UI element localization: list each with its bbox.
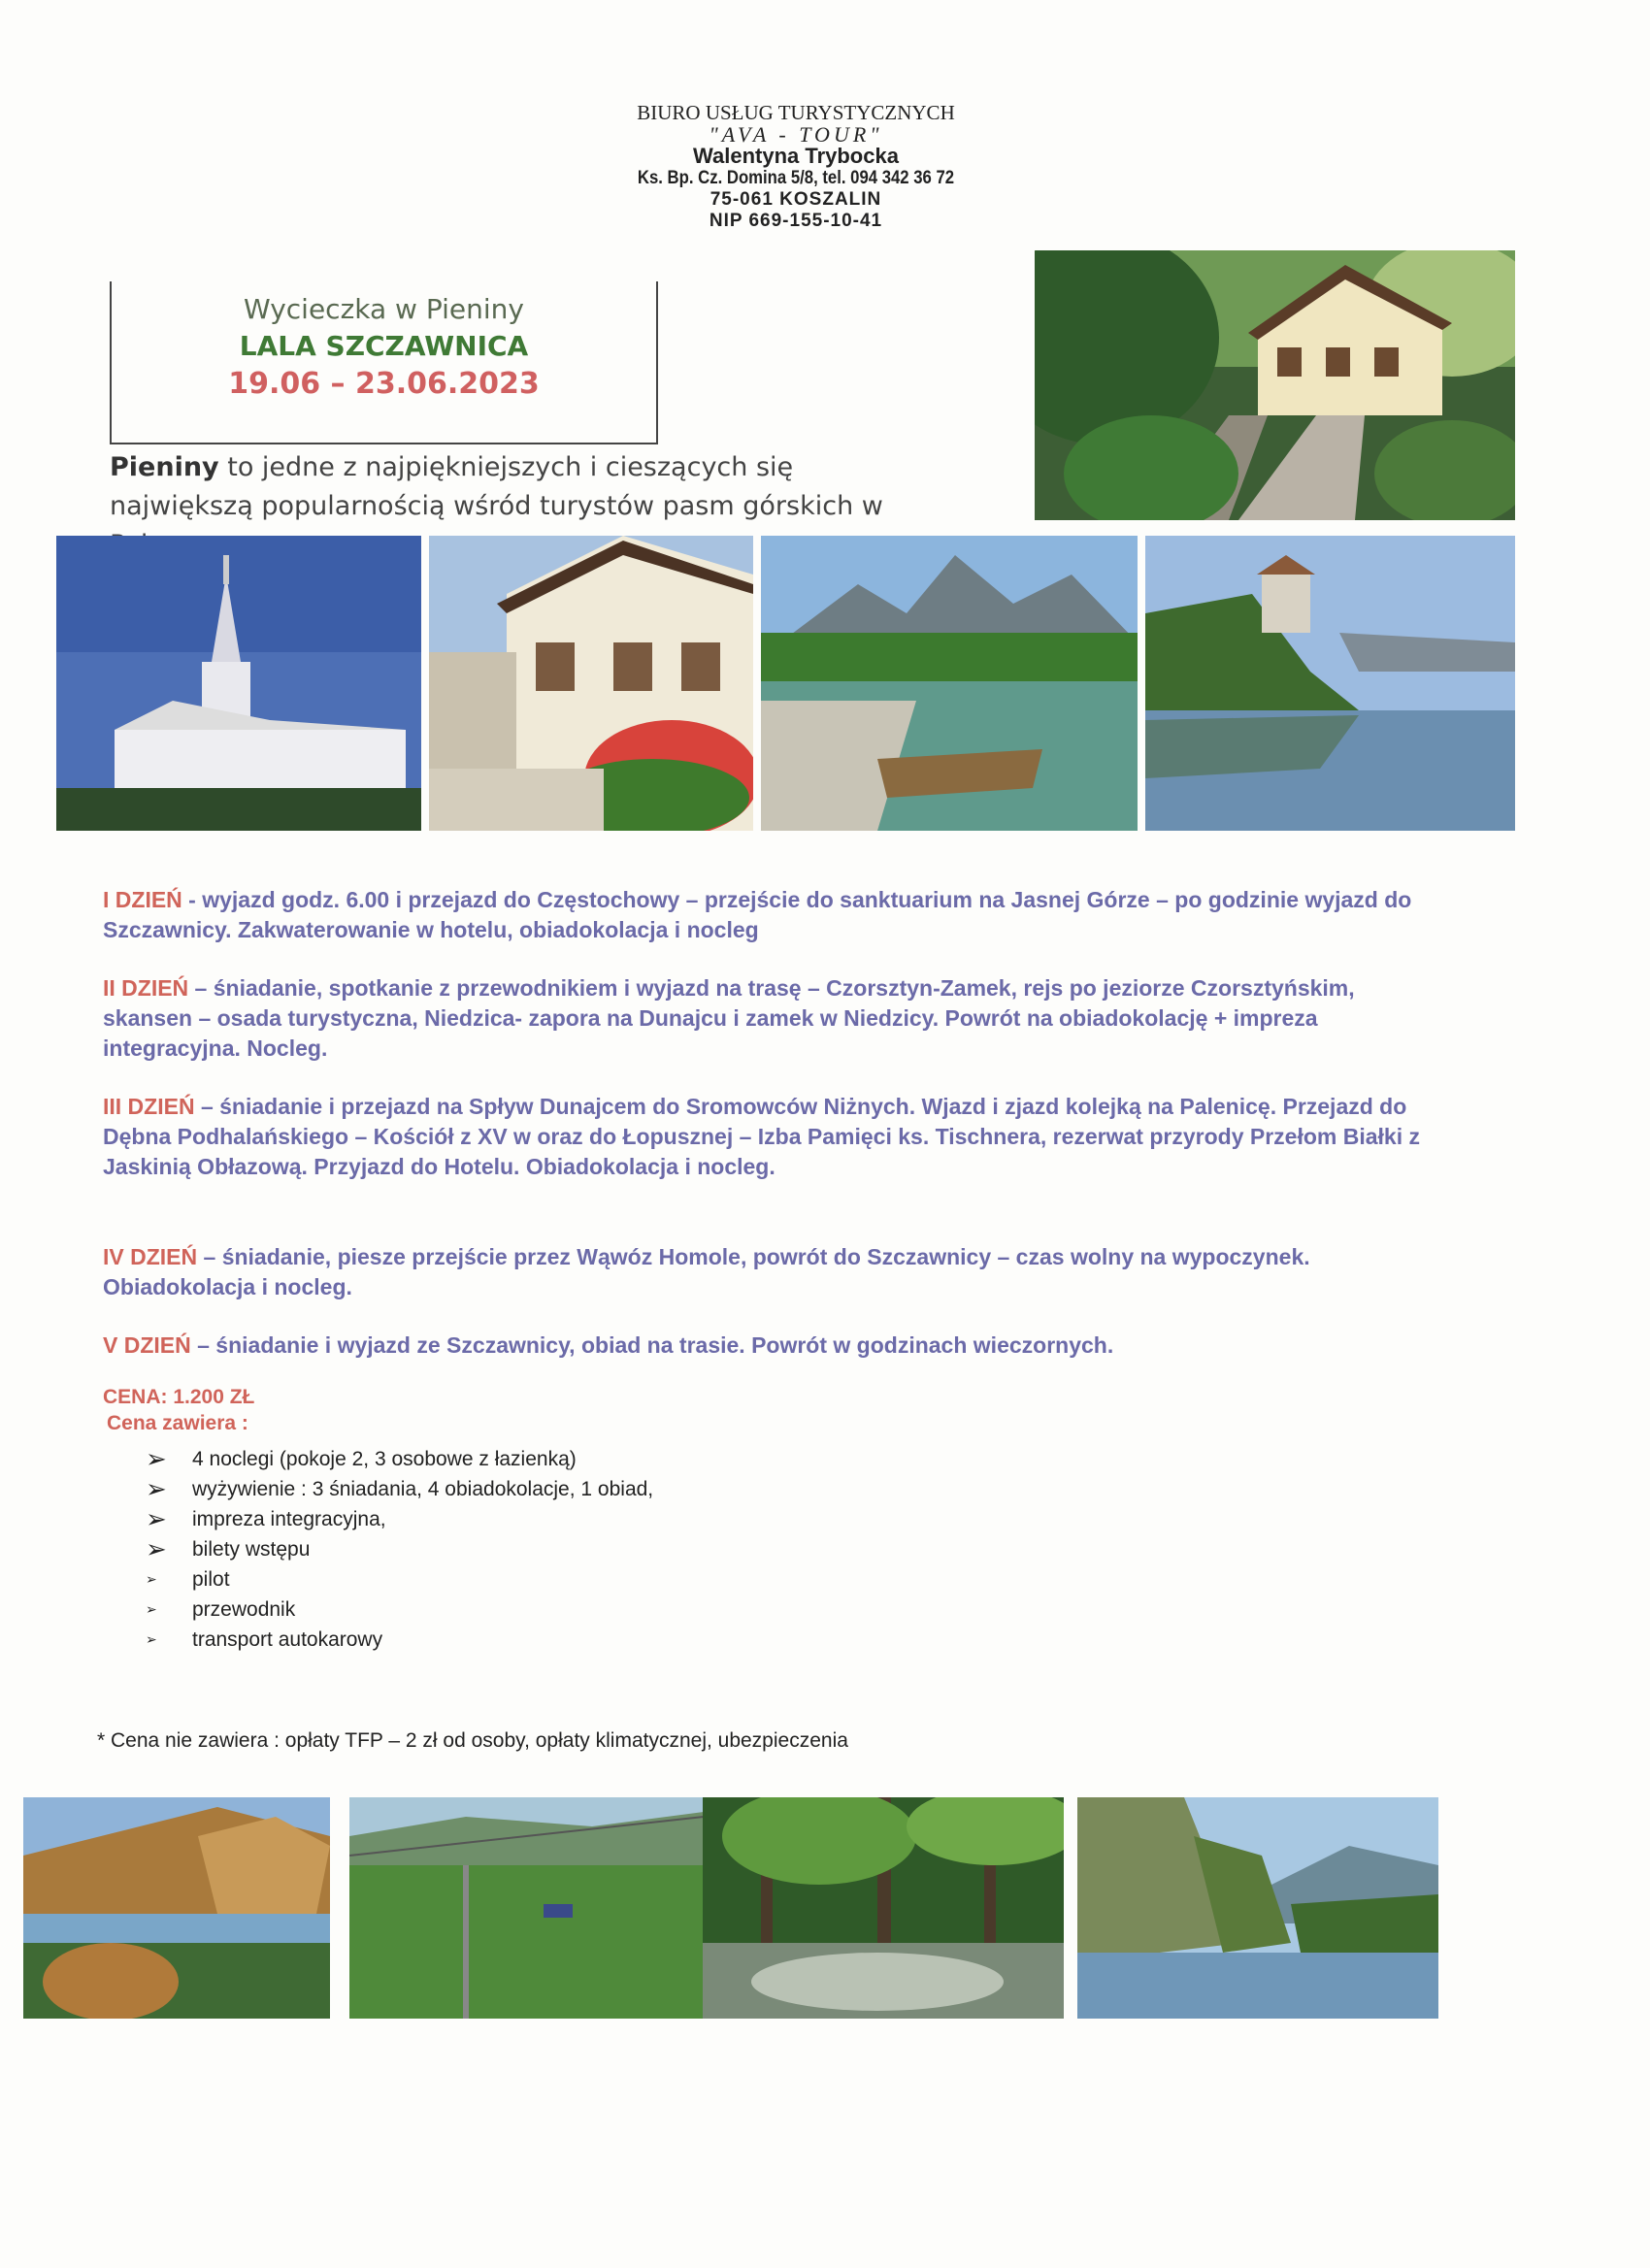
agency-stamp [544, 101, 1048, 232]
stamp-nip: NIP 669-155-10-41 [709, 211, 883, 231]
price-label: CENA: 1.200 ZŁ [103, 1386, 255, 1408]
arrowhead-bullet-icon: ➢ [146, 1534, 167, 1563]
photo-river-valley [1077, 1797, 1438, 2019]
day-2-text: – śniadanie, spotkanie z przewodnikiem i wyjazd na trasę – Czorsztyn-Zamek, rejs po jeziorze Czorsztyńskim, skansen – osada turystyczna, Niedzica- zapora na Dunajcu i zamek w Niedzicy. Powrót na obiadokolację + impreza integracyjna. Nocleg. [103, 975, 1355, 1061]
price-excludes-note: * Cena nie zawiera : opłaty TFP – 2 zł od osoby, opłaty klimatycznej, ubezpieczenia [97, 1729, 848, 1752]
price-includes-title: Cena zawiera : [107, 1412, 248, 1434]
photo-homole-gorge [703, 1797, 1064, 2019]
day-3 [103, 1092, 1423, 1182]
list-item: ➢ impreza integracyjna, [146, 1504, 386, 1533]
photo-skansen [429, 536, 753, 831]
trip-dates: 19.06 – 23.06.2023 [228, 367, 540, 401]
trip-title: LALA SZCZAWNICA [239, 330, 529, 362]
photo-hotel [1035, 250, 1515, 520]
day-3-text: – śniadanie i przejazd na Spływ Dunajcem do Sromowców Niżnych. Wjazd i zjazd kolejką na Palenicę. Przejazd do Dębna Podhalańskiego – Kościół z XV w oraz do Łopusznej – Izba Pamięci ks. Tischnera, rezerwat przyrody Przełom Białki z Jaskinią Obłazową. Przyjazd do Hotelu. Obiadokolacja i nocleg. [103, 1094, 1420, 1179]
stamp-address: Ks. Bp. Cz. Domina 5/8, tel. 094 342 36 72 [637, 168, 955, 188]
day-5 [103, 1331, 1423, 1361]
day-2-label: II DZIEŃ [103, 975, 189, 1001]
small-arrowhead-bullet-icon: ➢ [146, 1571, 157, 1587]
price-includes-list [146, 1444, 653, 1655]
day-1 [103, 885, 1423, 945]
day-1-label: I DZIEŃ [103, 887, 182, 912]
arrowhead-bullet-icon: ➢ [146, 1444, 167, 1473]
day-4-label: IV DZIEŃ [103, 1244, 198, 1269]
small-arrowhead-bullet-icon: ➢ [146, 1631, 157, 1647]
day-5-label: V DZIEŃ [103, 1332, 191, 1358]
intro-text: to jedne z najpiękniejszych i cieszących się największą popularnością wśród turystów pasm górskich w [110, 452, 883, 521]
photo-jasna-gora [56, 536, 421, 831]
stamp-owner: Walentyna Trybocka [693, 144, 899, 168]
arrowhead-bullet-icon: ➢ [146, 1474, 167, 1503]
photo-trzy-korony-river [761, 536, 1138, 831]
day-1-text: - wyjazd godz. 6.00 i przejazd do Częstochowy – przejście do sanktuarium na Jasnej Górze – po godzinie wyjazd do Szczawnicy. Zakwaterowanie w hotelu, obiadokolacja i nocleg [103, 887, 1412, 942]
list-item: ➢ wyżywienie : 3 śniadania, 4 obiadokolacje, 1 obiad, [146, 1474, 654, 1503]
list-item: ➢ przewodnik [146, 1594, 653, 1625]
day-3-label: III DZIEŃ [103, 1094, 195, 1119]
list-item: ➢ transport autokarowy [146, 1625, 653, 1655]
day-4 [103, 1242, 1423, 1302]
stamp-agency-type: BIURO USŁUG TURYSTYCZNYCH [637, 101, 955, 124]
stamp-city: 75-061 KOSZALIN [710, 189, 882, 210]
day-4-text: – śniadanie, piesze przejście przez Wąwóz Homole, powrót do Szczawnicy – czas wolny na wypoczynek. Obiadokolacja i nocleg. [103, 1244, 1310, 1299]
trip-subtitle: Wycieczka w Pieniny [244, 293, 524, 325]
arrowhead-bullet-icon: ➢ [146, 1504, 167, 1533]
list-item: ➢ bilety wstępu [146, 1534, 311, 1563]
intro-bold: Pieniny [110, 452, 219, 482]
small-arrowhead-bullet-icon: ➢ [146, 1601, 157, 1617]
day-2 [103, 973, 1423, 1064]
stamp-agency-name: "AVA - TOUR" [709, 122, 883, 147]
photo-chairlift [349, 1797, 704, 2019]
list-item: ➢ 4 noclegi (pokoje 2, 3 osobowe z łazienką) [146, 1444, 577, 1473]
photo-dunajec-gorge [23, 1797, 330, 2019]
title-box [110, 281, 658, 444]
photo-niedzica-castle [1145, 536, 1515, 831]
day-5-text: – śniadanie i wyjazd ze Szczawnicy, obiad na trasie. Powrót w godzinach wieczornych. [190, 1332, 1114, 1358]
list-item: ➢ pilot [146, 1564, 653, 1594]
